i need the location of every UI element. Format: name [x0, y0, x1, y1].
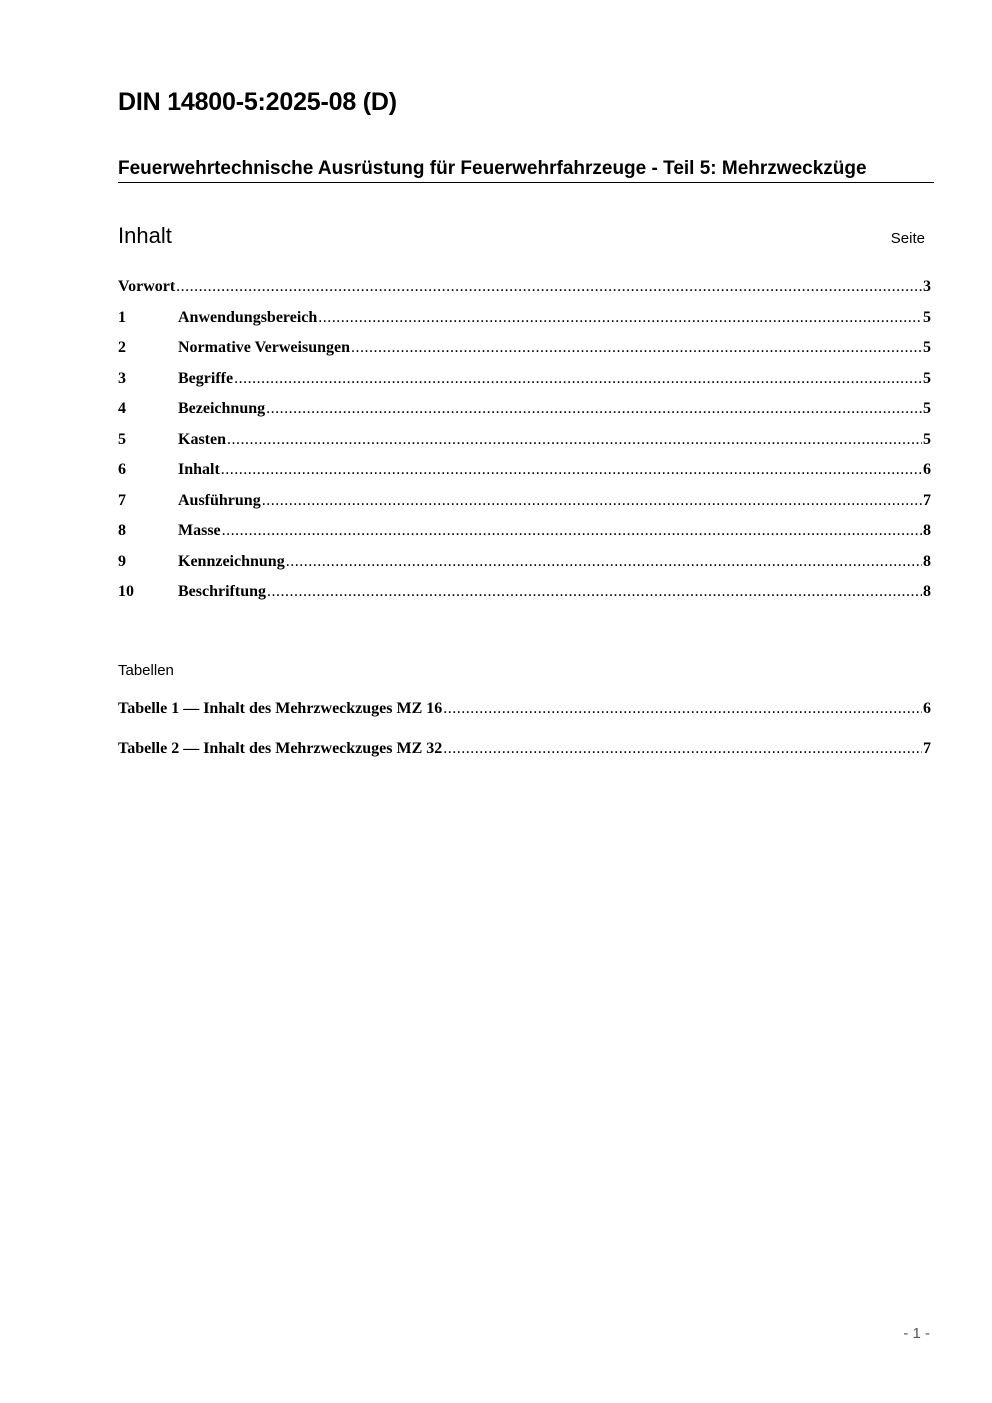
dot-leader [351, 339, 922, 357]
toc-entry-page: 5 [923, 339, 931, 356]
document-title: DIN 14800-5:2025-08 (D) [118, 88, 397, 116]
toc-entry-number: 6 [118, 461, 126, 478]
toc-entry-beschriftung[interactable] [118, 583, 931, 614]
page-number: - 1 - [903, 1325, 930, 1342]
dot-leader [286, 553, 922, 571]
toc-entry-kennzeichnung[interactable] [118, 553, 931, 584]
toc-entry-kasten[interactable] [118, 431, 931, 462]
dot-leader [267, 583, 922, 601]
dot-leader [443, 740, 922, 758]
toc-entry-number: 1 [118, 308, 126, 326]
table-of-contents [118, 278, 931, 614]
toc-entry-number: 2 [118, 339, 126, 356]
toc-entry-inhalt[interactable] [118, 461, 931, 492]
toc-entry-page: 5 [923, 430, 931, 448]
table-entry-2[interactable] [118, 740, 931, 780]
toc-entry-label: Normative Verweisungen [178, 339, 350, 356]
dot-leader [318, 309, 922, 327]
tables-heading: Tabellen [118, 662, 174, 679]
table-entry-page: 7 [923, 740, 931, 757]
toc-heading: Inhalt [118, 223, 172, 248]
toc-entry-label: Bezeichnung [178, 400, 266, 417]
dot-leader [221, 461, 922, 479]
toc-entry-label: Masse [178, 522, 221, 539]
toc-entry-label: Inhalt [178, 461, 220, 478]
toc-entry-ausfuehrung[interactable] [118, 492, 931, 523]
toc-entry-number: 7 [118, 491, 126, 509]
dot-leader [262, 492, 922, 510]
toc-entry-page: 7 [923, 491, 931, 509]
table-entry-page: 6 [923, 700, 931, 717]
toc-entry-label: Anwendungsbereich [178, 308, 318, 326]
toc-entry-number: 8 [118, 522, 126, 539]
dot-leader [266, 400, 922, 418]
table-entry-label: Tabelle 2 — Inhalt des Mehrzweckzuges MZ 32 [118, 740, 443, 757]
toc-entry-label: Beschriftung [178, 583, 266, 600]
list-of-tables [118, 700, 931, 780]
dot-leader [222, 522, 922, 540]
document-subtitle: Feuerwehrtechnische Ausrüstung für Feuerwehrfahrzeuge - Teil 5: Mehrzweckzüge [118, 158, 934, 183]
dot-leader [234, 370, 922, 388]
toc-entry-page: 6 [923, 461, 931, 478]
toc-entry-normative-verweisungen[interactable] [118, 339, 931, 370]
toc-entry-anwendungsbereich[interactable] [118, 309, 931, 340]
toc-entry-page: 5 [923, 400, 931, 417]
page-column-label: Seite [890, 230, 925, 247]
toc-entry-begriffe[interactable] [118, 370, 931, 401]
dot-leader [443, 700, 922, 718]
toc-entry-page: 5 [923, 369, 931, 387]
dot-leader [227, 431, 922, 449]
toc-entry-number: 4 [118, 400, 126, 417]
toc-entry-number: 3 [118, 369, 126, 387]
toc-entry-label: Kennzeichnung [178, 552, 285, 570]
toc-entry-label: Begriffe [178, 369, 234, 387]
toc-entry-page: 8 [923, 552, 931, 570]
toc-entry-label: Kasten [178, 430, 226, 448]
toc-entry-number: 10 [118, 583, 134, 600]
toc-entry-number: 5 [118, 430, 126, 448]
toc-entry-page: 8 [923, 583, 931, 600]
table-entry-label: Tabelle 1 — Inhalt des Mehrzweckzuges MZ 16 [118, 700, 443, 717]
toc-entry-page: 8 [923, 522, 931, 539]
toc-entry-label: Vorwort [118, 278, 176, 295]
dot-leader [176, 278, 922, 296]
toc-entry-vorwort[interactable] [118, 278, 931, 309]
toc-entry-page: 5 [923, 308, 931, 326]
toc-entry-page: 3 [923, 278, 931, 295]
toc-entry-label: Ausführung [178, 491, 261, 509]
table-entry-1[interactable] [118, 700, 931, 740]
toc-entry-masse[interactable] [118, 522, 931, 553]
toc-entry-number: 9 [118, 552, 126, 570]
toc-entry-bezeichnung[interactable] [118, 400, 931, 431]
